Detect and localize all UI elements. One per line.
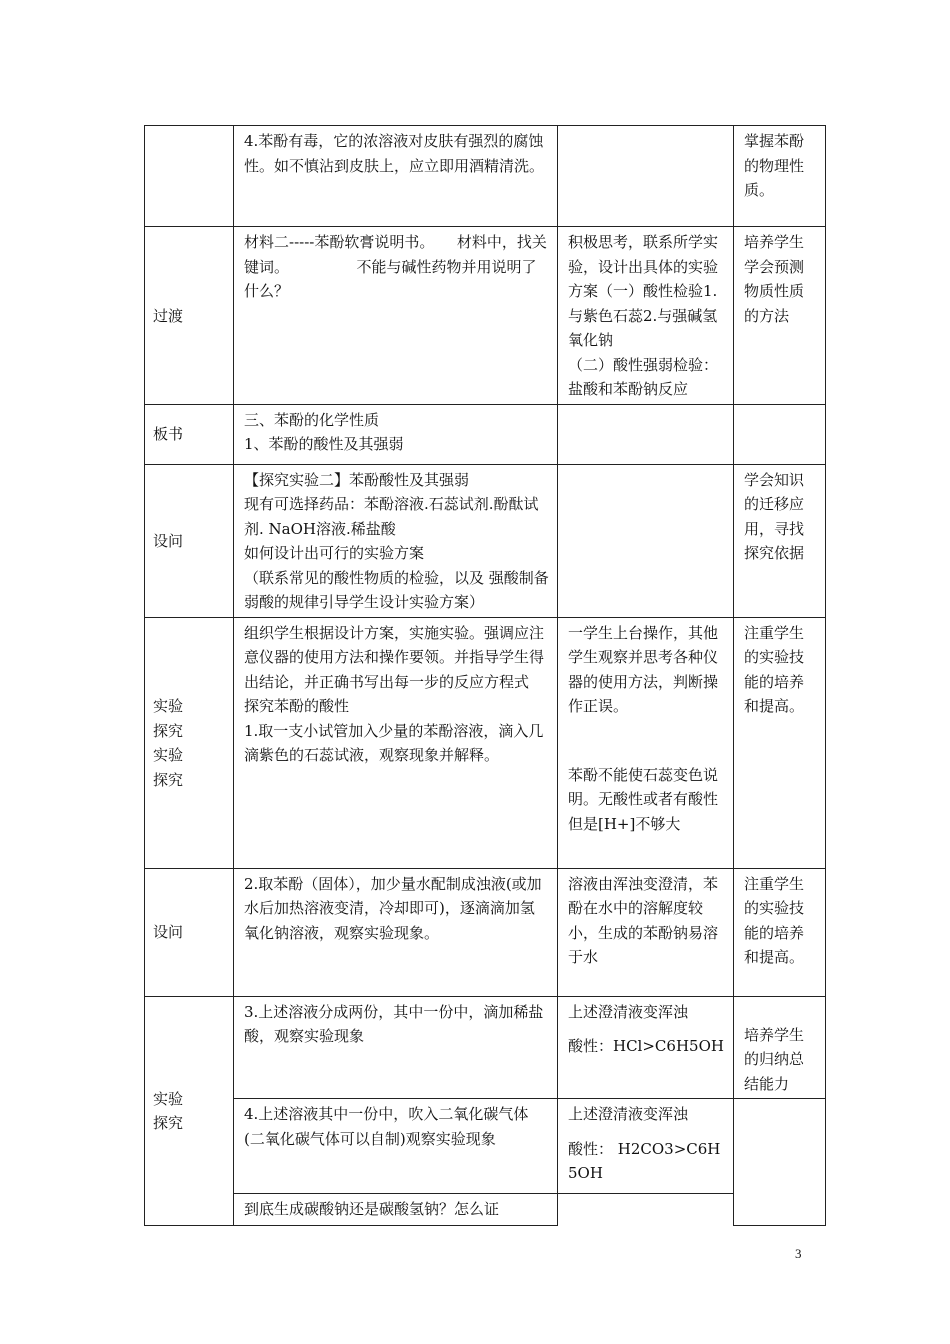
page-number: 3 xyxy=(795,1246,802,1261)
text-line: 注重学生的实验技能的培养和提高。 xyxy=(744,874,805,966)
spacer xyxy=(568,1127,725,1137)
teacher-activity-cell xyxy=(234,464,558,617)
design-intent-cell xyxy=(734,996,826,1099)
stage-label: 实验 xyxy=(153,746,184,764)
student-activity-cell xyxy=(558,126,734,227)
text-line: 培养学生学会预测物质性质的方法 xyxy=(744,233,805,325)
teacher-activity-cell xyxy=(234,126,558,227)
text-line: 材料二-----苯酚软膏说明书。 材料中，找关键词。 不能与碱性药物并用说明了什么？ xyxy=(244,233,547,300)
teacher-activity-cell xyxy=(234,1099,558,1194)
spacer xyxy=(568,719,725,729)
text-line: 2.取苯酚（固体），加少量水配制成浊液(或加水后加热溶液变清，冷却即可)，逐滴滴加氢氧化钠溶液，观察实验现象。 xyxy=(244,874,542,942)
stage-label: 过渡 xyxy=(153,306,184,325)
table-row xyxy=(145,227,826,405)
lesson-plan-table xyxy=(144,125,826,1226)
text-line: （二）酸性强弱检验：盐酸和苯酚钠反应 xyxy=(568,355,719,398)
student-activity-cell xyxy=(558,404,734,464)
student-activity-cell xyxy=(558,227,734,405)
text-line: 培养学生的归纳总结能力 xyxy=(744,1025,805,1093)
stage-label: 探究 xyxy=(153,1114,184,1133)
student-activity-cell xyxy=(558,1099,734,1194)
stage-cell xyxy=(145,404,234,464)
text-line: 酸性： H2CO3>C6H5OH xyxy=(568,1139,721,1182)
text-line: 现有可选择药品：苯酚溶液.石蕊试剂.酚酞试剂. NaOH溶液.稀盐酸 xyxy=(244,495,539,538)
design-intent-cell xyxy=(734,464,826,617)
student-activity-cell xyxy=(558,1194,734,1226)
text-line: 组织学生根据设计方案，实施实验。强调应注意仪器的使用方法和操作要领。并指导学生得出结论，并正确书写出每一步的反应方程式 xyxy=(244,623,545,691)
text-line: 3.上述溶液分成两份，其中一份中，滴加稀盐酸，观察实验现象 xyxy=(244,1002,544,1045)
stage-cell xyxy=(145,227,234,405)
student-activity-cell xyxy=(558,996,734,1099)
text-line: 注重学生的实验技能的培养和提高。 xyxy=(744,623,805,715)
teacher-activity-cell xyxy=(234,996,558,1099)
text-line: （联系常见的酸性物质的检验，以及 强酸制备弱酸的规律引导学生设计实验方案） xyxy=(244,568,549,611)
teacher-activity-cell xyxy=(234,404,558,464)
design-intent-cell xyxy=(734,868,826,996)
stage-cell xyxy=(145,996,234,1226)
student-activity-cell xyxy=(558,617,734,868)
text-line: 1、苯酚的酸性及其强弱 xyxy=(244,435,404,453)
stage-label: 设问 xyxy=(153,531,184,550)
design-intent-cell xyxy=(734,404,826,464)
text-line: 三、苯酚的化学性质 xyxy=(244,410,380,429)
stage-label: 设问 xyxy=(153,923,184,942)
text-line: 苯酚不能使石蕊变色说明。无酸性或者有酸性但是[H+]不够大 xyxy=(568,765,719,833)
text-line: 酸性：HCl>C6H5OH xyxy=(568,1037,724,1055)
table-row xyxy=(145,868,826,996)
stage-cell xyxy=(145,868,234,996)
text-line: 探究苯酚的酸性 xyxy=(244,697,350,715)
text-line: 4.苯酚有毒，它的浓溶液对皮肤有强烈的腐蚀性。如不慎沾到皮肤上，应立即用酒精清洗。 xyxy=(244,132,545,175)
table-row xyxy=(145,404,826,464)
text-line: 溶液由浑浊变澄清，苯酚在水中的溶解度较小，生成的苯酚钠易溶于水 xyxy=(568,874,719,966)
text-line: 掌握苯酚的物理性质。 xyxy=(744,132,805,199)
stage-label: 板书 xyxy=(153,425,184,444)
table-row xyxy=(145,1099,826,1194)
design-intent-cell xyxy=(734,617,826,868)
text-line: 积极思考，联系所学实验，设计出具体的实验方案（一）酸性检验1.与紫色石蕊2.与强碱氢氧化钠 xyxy=(568,233,719,349)
text-line: 一学生上台操作，其他学生观察并思考各种仪器的使用方法，判断操作正误。 xyxy=(568,623,719,715)
stage-label: 探究 xyxy=(153,721,184,740)
text-line: 学会知识的迁移应用，寻找探究依据 xyxy=(744,470,805,562)
text-line: 如何设计出可行的实验方案 xyxy=(244,544,425,562)
text-line: 4.上述溶液其中一份中，吹入二氧化碳气体(二氧化碳气体可以自制)观察实验现象 xyxy=(244,1105,529,1148)
teacher-activity-cell xyxy=(234,617,558,868)
text-line: 1.取一支小试管加入少量的苯酚溶液，滴入几滴紫色的石蕊试液，观察现象并解释。 xyxy=(244,721,544,764)
text-line: 上述澄清液变浑浊 xyxy=(568,1105,689,1123)
stage-cell xyxy=(145,126,234,227)
student-activity-cell xyxy=(558,464,734,617)
table-row xyxy=(145,126,826,227)
table-row xyxy=(145,996,826,1099)
table-row xyxy=(145,464,826,617)
stage-label: 实验 xyxy=(153,1089,184,1108)
stage-label: 探究 xyxy=(153,770,184,789)
text-line: 【探究实验二】苯酚酸性及其强弱 xyxy=(244,470,470,489)
design-intent-cell xyxy=(734,126,826,227)
text-line: 到底生成碳酸钠还是碳酸氢钠？怎么证 xyxy=(244,1200,500,1218)
design-intent-cell xyxy=(734,1099,826,1226)
stage-cell xyxy=(145,464,234,617)
table-row xyxy=(145,1194,826,1226)
teacher-activity-cell xyxy=(234,868,558,996)
teacher-activity-cell xyxy=(234,1194,558,1226)
teacher-activity-cell xyxy=(234,227,558,405)
text-line: 上述澄清液变浑浊 xyxy=(568,1002,689,1021)
spacer xyxy=(568,729,725,739)
stage-label: 实验 xyxy=(153,697,184,715)
table-row xyxy=(145,617,826,868)
student-activity-cell xyxy=(558,868,734,996)
design-intent-cell xyxy=(734,227,826,405)
spacer xyxy=(568,1024,725,1034)
stage-cell xyxy=(145,617,234,868)
